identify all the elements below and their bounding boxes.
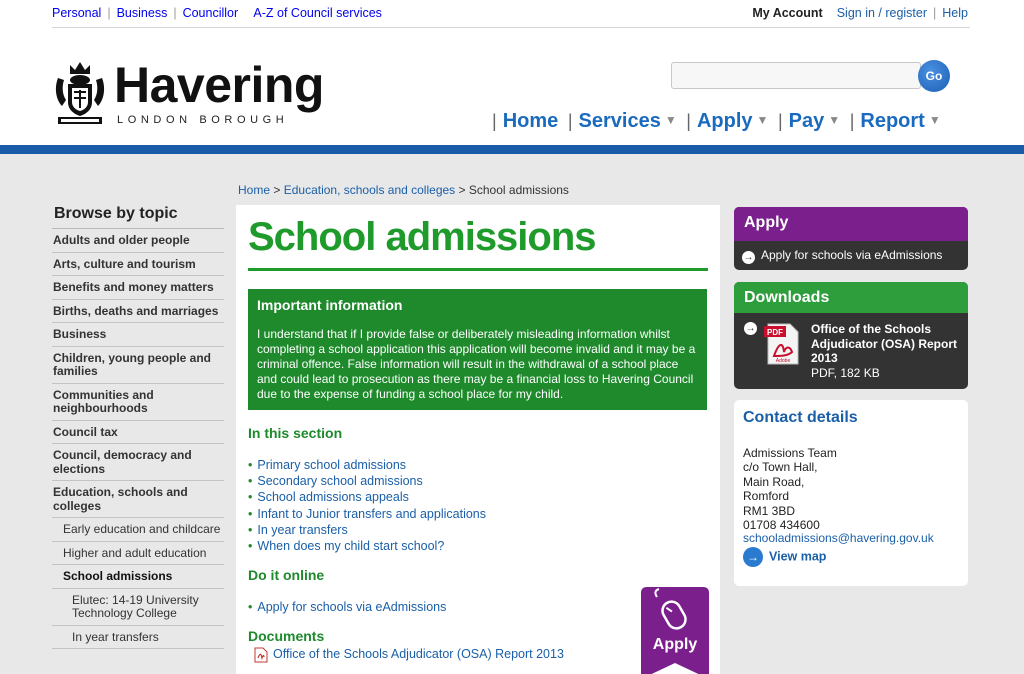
topic-link[interactable]: Education, schools and colleges <box>52 481 224 518</box>
list-item[interactable] <box>248 506 486 522</box>
nav-pay[interactable] <box>789 110 840 133</box>
topic-link[interactable]: Business <box>52 323 224 347</box>
contact-line: Admissions Team <box>743 446 837 460</box>
caret-down-icon: ▼ <box>828 113 841 127</box>
nav-pay-label: Pay <box>788 110 825 132</box>
in-this-section-heading: In this section <box>248 425 343 441</box>
do-it-online-list <box>248 599 446 615</box>
account-links <box>752 6 968 20</box>
apply-panel-link-label: Apply for schools via eAdmissions <box>761 248 943 262</box>
link-personal[interactable]: Personal <box>52 6 102 20</box>
downloads-heading: Downloads <box>734 282 968 313</box>
list-item[interactable] <box>248 489 486 505</box>
breadcrumb-education[interactable]: Education, schools and colleges <box>283 183 456 197</box>
topic-link[interactable]: Arts, culture and tourism <box>52 253 224 277</box>
important-text: I understand that if I provide false or deliberately misleading information whilst completing a school application this application will become invalid and it may be a criminal offence. False information will result in the withdrawal of a school place and could lead to prosecution as there may be a financial loss to Havering Council due to the expense of funding a school place for my child. <box>257 327 696 401</box>
list-item[interactable] <box>248 538 486 554</box>
contact-phone: 01708 434600 <box>743 518 820 533</box>
subsubtopic-link[interactable]: In year transfers <box>52 626 224 650</box>
nav-home-label: Home <box>502 110 559 132</box>
link-a-z-services[interactable]: A-Z of Council services <box>253 6 382 20</box>
section-link[interactable]: Secondary school admissions <box>257 474 423 489</box>
help-link[interactable]: Help <box>942 6 968 20</box>
important-information-box <box>248 289 707 410</box>
separator: | <box>686 111 691 131</box>
apply-panel-heading: Apply <box>734 207 968 241</box>
bullet: • <box>248 522 253 537</box>
pdf-badge-text: PDF <box>767 328 783 337</box>
documents-heading: Documents <box>248 628 325 644</box>
separator: | <box>107 6 111 20</box>
important-heading: Important information <box>257 297 403 313</box>
nav-services-label: Services <box>578 110 661 132</box>
nav-services[interactable] <box>579 110 677 133</box>
title-divider <box>248 268 708 271</box>
download-file-meta: PDF, 182 KB <box>811 366 880 380</box>
caret-down-icon: ▼ <box>756 113 769 127</box>
separator: | <box>777 111 783 131</box>
site-subtitle: LONDON BOROUGH <box>117 114 289 126</box>
bullet: • <box>248 600 253 614</box>
arrow-right-icon: → <box>743 252 754 263</box>
separator: | <box>492 111 497 131</box>
utility-bar <box>0 0 1024 28</box>
breadcrumb-current: School admissions <box>468 183 569 197</box>
apply-panel <box>734 207 968 270</box>
eadmissions-link[interactable]: Apply for schools via eAdmissions <box>257 600 447 614</box>
document-link[interactable]: Office of the Schools Adjudicator (OSA) Report 2013 <box>273 647 564 661</box>
separator: | <box>173 6 177 20</box>
topic-link[interactable]: Adults and older people <box>52 229 224 253</box>
bullet: • <box>248 458 253 472</box>
my-account-label: My Account <box>752 6 823 20</box>
contact-line: c/o Town Hall, <box>743 460 818 475</box>
contact-email-link[interactable]: schooladmissions@havering.gov.uk <box>743 531 934 545</box>
subtopic-link-active[interactable]: School admissions <box>52 565 224 589</box>
in-this-section-list <box>248 457 486 554</box>
bullet: • <box>248 490 253 505</box>
subtopic-link[interactable]: Higher and adult education <box>52 542 224 566</box>
list-item[interactable] <box>248 473 486 489</box>
section-link[interactable]: Infant to Junior transfers and applications <box>257 506 486 521</box>
list-item[interactable] <box>248 522 486 538</box>
topic-link[interactable]: Council, democracy and elections <box>52 444 224 481</box>
topic-link[interactable]: Council tax <box>52 421 224 445</box>
adobe-badge-text: Adobe <box>775 358 791 364</box>
site-name[interactable]: Havering <box>114 57 324 113</box>
breadcrumb-separator: > <box>458 183 466 197</box>
topic-link[interactable]: Children, young people and families <box>52 347 224 384</box>
bullet: • <box>248 539 253 554</box>
view-map-label: View map <box>769 549 827 564</box>
apply-panel-link[interactable] <box>734 241 968 270</box>
subsubtopic-link[interactable]: Elutec: 14-19 University Technology College <box>52 589 224 626</box>
section-link[interactable]: In year transfers <box>257 522 348 537</box>
sign-in-register-link[interactable]: Sign in / register <box>836 6 928 20</box>
nav-apply[interactable] <box>697 110 768 133</box>
contact-address <box>743 446 837 532</box>
separator: | <box>933 6 937 20</box>
nav-apply-label: Apply <box>696 110 753 132</box>
pdf-file-icon <box>254 647 268 663</box>
section-link[interactable]: When does my child start school? <box>257 539 445 554</box>
contact-details-heading: Contact details <box>743 409 858 426</box>
search-go-button[interactable]: Go <box>918 60 950 92</box>
contact-line: Main Road, <box>743 474 805 489</box>
topic-navigation <box>52 228 224 649</box>
caret-down-icon: ▼ <box>928 113 941 127</box>
adobe-pdf-icon[interactable] <box>764 322 800 366</box>
section-link[interactable]: School admissions appeals <box>257 490 409 505</box>
contact-details-panel <box>734 400 968 586</box>
arrow-right-icon: → <box>745 323 756 334</box>
breadcrumb <box>238 183 569 197</box>
header-band <box>0 145 1024 154</box>
search-input[interactable] <box>671 62 921 89</box>
breadcrumb-separator: > <box>273 183 281 197</box>
page-title: School admissions <box>248 215 596 259</box>
nav-report[interactable] <box>860 110 940 133</box>
contact-line: Romford <box>743 489 790 504</box>
divider <box>52 27 970 28</box>
bullet: • <box>248 474 253 489</box>
list-item[interactable] <box>248 599 446 615</box>
separator: | <box>567 111 573 131</box>
separator: | <box>849 111 855 131</box>
caret-down-icon: ▼ <box>664 113 677 127</box>
nav-report-label: Report <box>860 110 925 132</box>
section-link[interactable]: Primary school admissions <box>257 458 407 472</box>
topic-link[interactable]: Births, deaths and marriages <box>52 300 224 324</box>
subtopic-link[interactable]: Early education and childcare <box>52 518 224 542</box>
havering-crest-logo[interactable] <box>52 60 108 126</box>
view-map-link[interactable] <box>743 547 826 567</box>
downloads-panel <box>734 282 968 389</box>
link-councillor[interactable]: Councillor <box>182 6 239 20</box>
audience-links <box>52 6 382 20</box>
contact-line: RM1 3BD <box>743 503 796 518</box>
topic-link[interactable]: Benefits and money matters <box>52 276 224 300</box>
nav-home[interactable] <box>503 110 559 133</box>
arrow-right-icon: → <box>743 547 763 567</box>
browse-by-topic-heading: Browse by topic <box>54 205 178 222</box>
main-navigation <box>492 110 945 133</box>
bullet: • <box>248 506 253 521</box>
main-content <box>236 205 720 674</box>
topic-link[interactable]: Communities and neighbourhoods <box>52 384 224 421</box>
link-business[interactable]: Business <box>116 6 168 20</box>
apply-online-badge[interactable] <box>641 587 709 674</box>
download-file-link[interactable]: Office of the Schools Adjudicator (OSA) Report 2013 <box>811 322 957 365</box>
list-item[interactable] <box>248 457 486 473</box>
apply-badge-label: Apply <box>652 636 698 653</box>
breadcrumb-home[interactable]: Home <box>238 183 271 197</box>
do-it-online-heading: Do it online <box>248 567 325 583</box>
